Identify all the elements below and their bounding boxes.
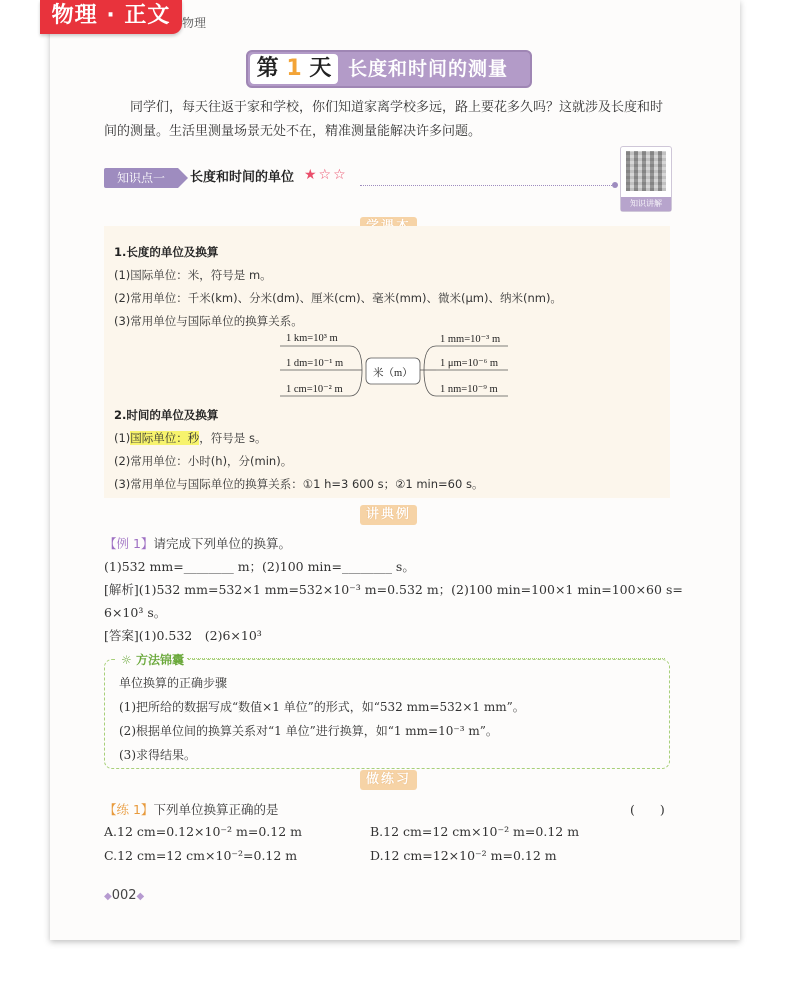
page-number — [104, 888, 144, 903]
qr-code-icon — [626, 151, 666, 191]
example-analysis — [104, 580, 683, 598]
knowledge-point-title: 长度和时间的单位 — [190, 170, 295, 185]
example-answer — [104, 626, 262, 644]
diamond-icon: ◆ — [104, 891, 112, 902]
method-title-text: 方法锦囊 — [135, 653, 184, 667]
method-divider — [187, 658, 665, 659]
subject-subtitle: 物理 — [182, 16, 207, 30]
diamond-icon: ◆ — [136, 891, 145, 902]
method-step-3: (3)求得结果。 — [119, 748, 196, 762]
conversion-um: 1 μm=10⁻⁶ m — [440, 358, 499, 369]
example-tag: 【例 1】 — [104, 536, 154, 551]
day-number: 1 — [286, 56, 302, 81]
time-si-prefix: (1) — [114, 431, 131, 445]
qr-code-card[interactable] — [620, 146, 672, 212]
method-box — [104, 653, 670, 769]
conversion-dm: 1 dm=10⁻¹ m — [286, 358, 344, 369]
method-step-2: (2)根据单位间的换算关系对“1 单位”进行换算，如“1 mm=10⁻³ m”。 — [119, 724, 498, 738]
time-common-units: (2)常用单位：小时(h)，分(min)。 — [114, 454, 293, 468]
study-box — [104, 226, 670, 498]
knowledge-point-tag: 知识点一 — [104, 168, 178, 188]
day-suffix: 天 — [309, 56, 332, 81]
time-si-unit — [114, 430, 266, 446]
divider-dot-icon — [612, 182, 618, 188]
time-conversion: (3)常用单位与国际单位的换算关系：①1 h=3 600 s；②1 min=60 s。 — [114, 477, 484, 491]
time-si-suffix: ，符号是 s。 — [199, 431, 267, 445]
conversion-center-meter: 米（m） — [373, 368, 413, 379]
conversion-mm: 1 mm=10⁻³ m — [440, 334, 501, 345]
length-heading: 1.长度的单位及换算 — [114, 245, 219, 259]
page-number-text: 002 — [111, 888, 137, 903]
example-analysis-cont: 6×10³ s。 — [104, 605, 167, 620]
section-label-practice: 做练习 — [360, 770, 417, 790]
option-a[interactable]: A.12 cm=0.12×10⁻² m=0.12 m — [104, 824, 302, 839]
method-title — [117, 651, 188, 668]
length-conversion-intro: (3)常用单位与国际单位的换算关系。 — [114, 314, 303, 328]
highlighted-si-unit: 国际单位：秒 — [130, 431, 200, 445]
length-si-unit: (1)国际单位：米，符号是 m。 — [114, 268, 272, 282]
analysis-text: (1)532 mm=532×1 mm=532×10⁻³ m=0.532 m；(2)100 min=100×1 min=100×60 s= — [138, 582, 683, 597]
method-step-1: (1)把所给的数据写成“数值×1 单位”的形式，如“532 mm=532×1 mm”。 — [119, 700, 525, 714]
conversion-nm: 1 nm=10⁻⁹ m — [440, 384, 498, 395]
day-banner — [246, 50, 532, 88]
analysis-tag: [解析] — [104, 582, 139, 597]
conversion-cm: 1 cm=10⁻² m — [286, 384, 343, 395]
option-c[interactable]: C.12 cm=12 cm×10⁻²=0.12 m — [104, 848, 298, 863]
answer-text: (1)0.532 (2)6×10³ — [138, 628, 262, 643]
practice-question-text: 下列单位换算正确的是 — [153, 802, 279, 817]
lightbulb-icon: ☼ — [121, 653, 136, 667]
divider-line — [360, 185, 614, 186]
time-heading: 2.时间的单位及换算 — [114, 408, 219, 422]
knowledge-point-header — [104, 168, 616, 188]
difficulty-stars-icon: ★☆☆ — [304, 167, 348, 183]
answer-tag: [答案] — [104, 628, 139, 643]
qr-code-label: 知识讲解 — [621, 197, 671, 211]
example-question-text: 请完成下列单位的换算。 — [153, 536, 291, 551]
example-subquestions: (1)532 mm=________ m；(2)100 min=________ s。 — [104, 559, 415, 574]
subject-tab: 物理 · 正文 — [40, 0, 182, 34]
option-d[interactable]: D.12 cm=12×10⁻² m=0.12 m — [370, 848, 557, 863]
day-prefix: 第 — [256, 56, 279, 81]
conversion-km: 1 km=10³ m — [286, 333, 338, 344]
option-b[interactable]: B.12 cm=12 cm×10⁻² m=0.12 m — [370, 824, 580, 839]
method-intro: 单位换算的正确步骤 — [119, 676, 228, 690]
intro-paragraph: 同学们，每天往返于家和学校，你们知道家离学校多远，路上要花多久吗？这就涉及长度和时间的测量。生活里测量场景无处不在，精准测量能解决许多问题。 — [104, 100, 664, 139]
example-question — [104, 534, 291, 552]
day-badge — [250, 54, 338, 84]
section-label-example: 讲典例 — [360, 505, 417, 525]
practice-tag: 【练 1】 — [104, 802, 154, 817]
answer-blank[interactable]: ( ) — [630, 802, 665, 817]
length-common-units: (2)常用单位：千米(km)、分米(dm)、厘米(cm)、毫米(mm)、微米(μm)、纳米(nm)。 — [114, 291, 562, 305]
lesson-title: 长度和时间的测量 — [348, 58, 509, 80]
practice-question — [104, 800, 278, 818]
